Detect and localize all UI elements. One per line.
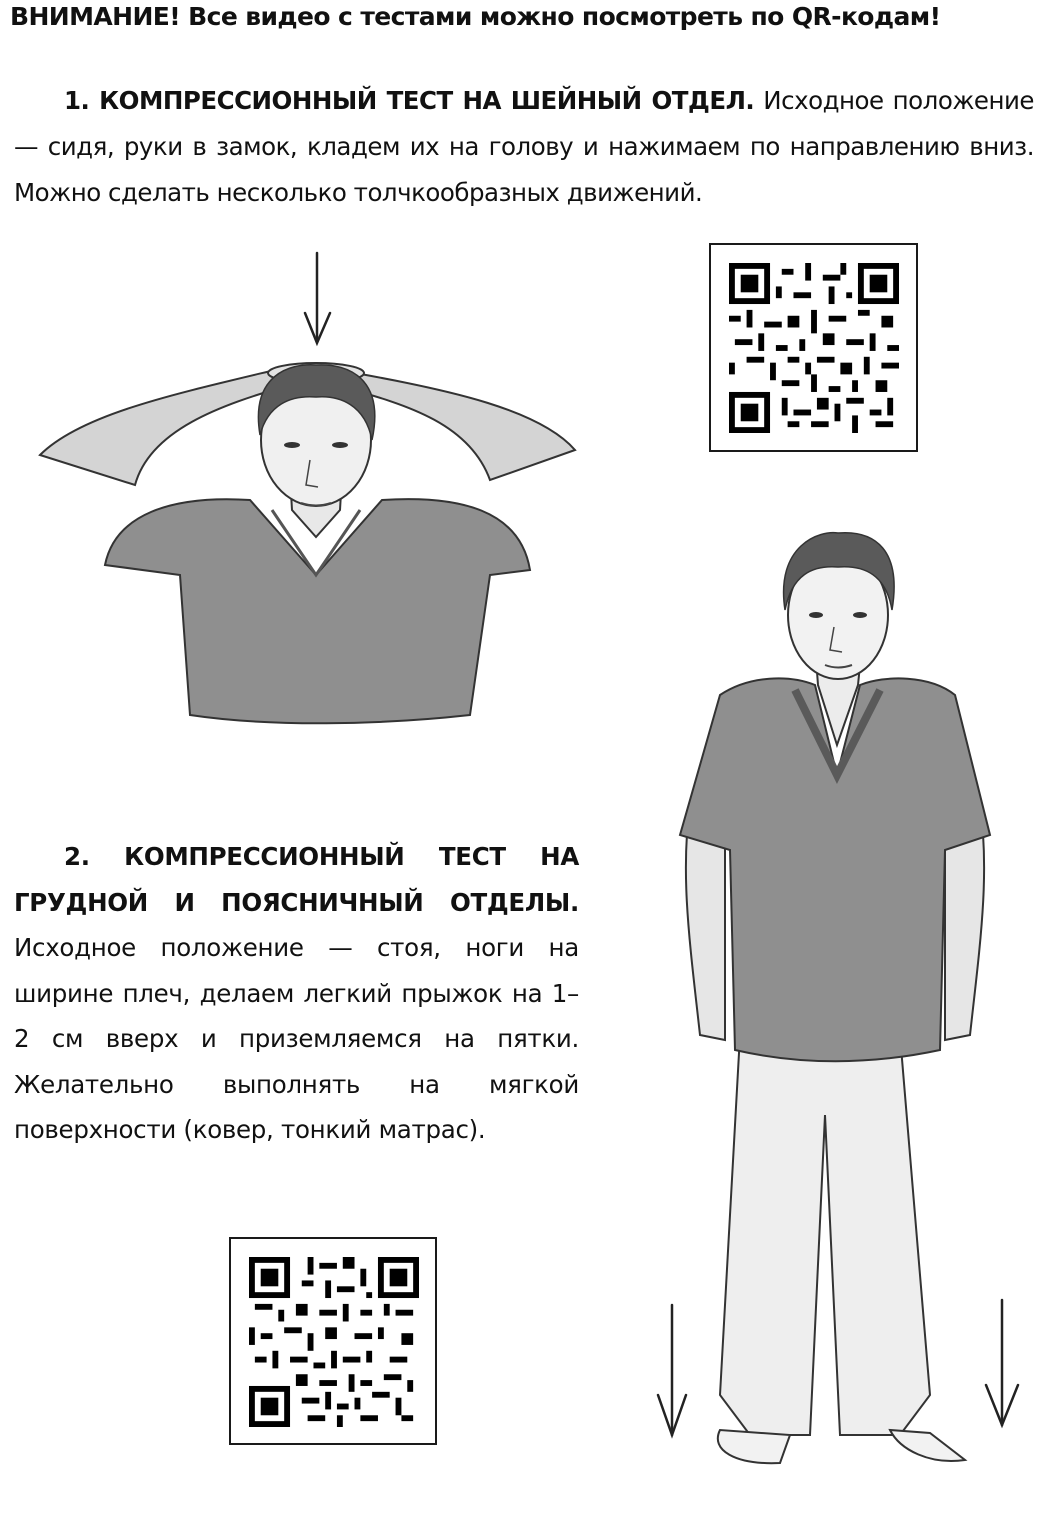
qr-code-section-1[interactable] <box>709 243 918 452</box>
qr-code-icon <box>249 1257 419 1427</box>
section-2-heading: 2. КОМПРЕССИОННЫЙ ТЕСТ НА ГРУДНОЙ И ПОЯСНИЧНЫЙ ОТДЕЛЫ. <box>14 842 579 917</box>
section-1-text <box>14 78 1034 216</box>
notice-banner: ВНИМАНИЕ! Все видео с тестами можно посмотреть по QR-кодам! <box>10 2 941 31</box>
qr-code-section-2[interactable] <box>229 1237 437 1445</box>
thoracic-lumbar-compression-illustration <box>640 515 1035 1485</box>
qr-code-icon <box>729 263 899 433</box>
section-2-text <box>14 834 579 1153</box>
arrow-down-icon <box>658 1305 686 1435</box>
arrow-down-icon <box>986 1300 1018 1425</box>
section-2-body: Исходное положение — стоя, ноги на ширине плеч, делаем легкий прыжок на 1–2 см вверх и приземляемся на пятки. Желательно выполнять на мягкой поверхности (ковер, тонкий матрас). <box>14 933 579 1144</box>
section-1-body: Исходное положение — сидя, руки в замок, кладем их на голову и нажимаем по направлению вниз. Можно сделать несколько толчкообразных движений. <box>14 86 1034 207</box>
section-1-heading: 1. КОМПРЕССИОННЫЙ ТЕСТ НА ШЕЙНЫЙ ОТДЕЛ. <box>64 86 755 115</box>
arrow-down-icon <box>305 253 330 343</box>
neck-compression-illustration <box>20 245 590 725</box>
